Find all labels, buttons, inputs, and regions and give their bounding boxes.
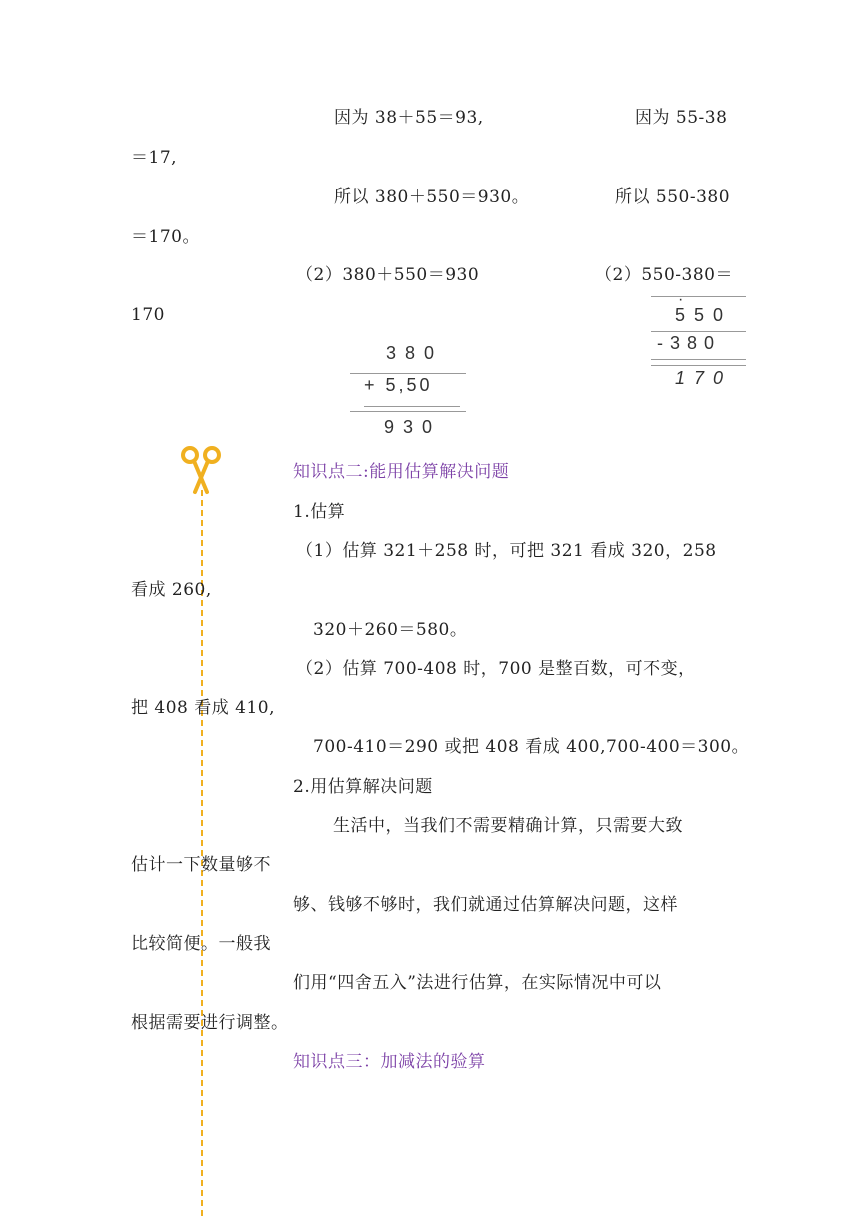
minuend: 550 <box>675 305 733 325</box>
subtrahend: -380 <box>657 333 722 353</box>
subtraction-line-2 <box>651 359 746 360</box>
text-line-1b: 因为 55-38 <box>635 108 728 128</box>
addition-result: 930 <box>384 417 442 437</box>
section-heading-2: 知识点二:能用估算解决问题 <box>293 462 510 482</box>
para-3-line-c: 够、钱够不够时，我们就通过估算解决问题，这样 <box>293 895 678 915</box>
subheading-estimation: 1.估算 <box>293 502 346 522</box>
para-3-line-e: 们用“四舍五入”法进行估算，在实际情况中可以 <box>293 973 662 993</box>
text-line-5a: （2）380＋550＝930 <box>296 265 480 285</box>
subtraction-line-3 <box>651 365 746 366</box>
text-line-5b: （2）550-380＝ <box>595 265 733 285</box>
scissors-icon <box>180 444 222 496</box>
vertical-addition <box>350 340 468 440</box>
addition-line-1 <box>350 373 466 374</box>
addition-line-2 <box>364 406 460 407</box>
para-3-line-f: 根据需要进行调整。 <box>131 1013 289 1033</box>
difference: 170 <box>675 368 733 388</box>
para-2-line-b: 把 408 看成 410, <box>131 698 276 718</box>
borrow-dot: · <box>678 291 693 308</box>
addend-top: 380 <box>386 343 444 363</box>
para-3-line-b: 估计一下数量够不 <box>131 855 271 875</box>
text-line-2: ＝17, <box>131 148 178 168</box>
para-2-line-c: 700-410＝290 或把 408 看成 400,700-400＝300。 <box>313 737 750 757</box>
subheading-solve-problems: 2.用估算解决问题 <box>293 777 433 797</box>
para-1-line-a: （1）估算 321＋258 时，可把 321 看成 320，258 <box>296 541 717 561</box>
subtraction-line-1 <box>651 331 746 332</box>
text-line-3a: 所以 380＋550＝930。 <box>334 187 530 207</box>
text-line-4: ＝170。 <box>131 227 200 247</box>
text-line-3b: 所以 550-380 <box>615 187 731 207</box>
vertical-subtraction <box>651 292 747 392</box>
text-line-1a: 因为 38＋55＝93, <box>334 108 484 128</box>
para-3-line-a: 生活中，当我们不需要精确计算，只需要大致 <box>333 816 683 836</box>
addition-line-3 <box>350 411 466 412</box>
subtraction-line-top <box>651 296 746 297</box>
text-line-6: 170 <box>131 305 165 325</box>
para-2-line-a: （2）估算 700-408 时，700 是整百数，可不变， <box>296 659 696 679</box>
para-1-line-c: 320＋260＝580。 <box>313 620 468 640</box>
para-3-line-d: 比较简便。一般我 <box>131 934 271 954</box>
addend-bottom: + 5,50 <box>364 375 433 395</box>
para-1-line-b: 看成 260, <box>131 580 212 600</box>
section-heading-3: 知识点三：加减法的验算 <box>293 1052 486 1072</box>
